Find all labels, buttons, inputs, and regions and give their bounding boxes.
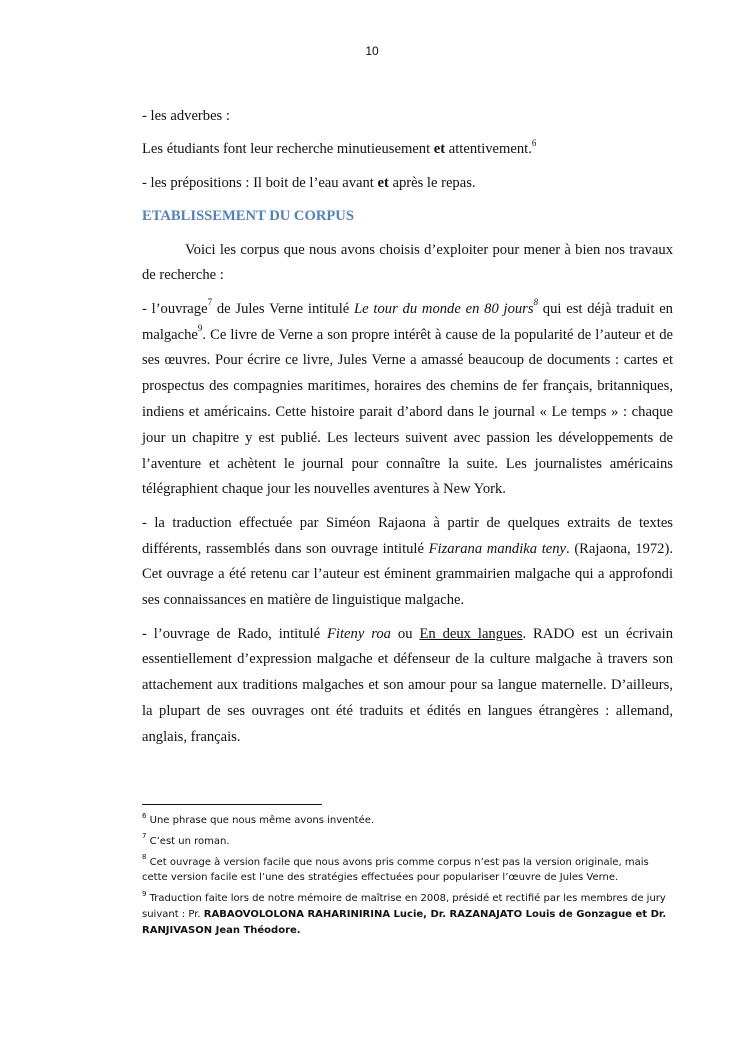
text-span: après le repas.: [388, 174, 476, 191]
footnote-text: C’est un roman.: [146, 835, 230, 847]
book-title: Fiteny roa: [327, 625, 391, 642]
footnote-ref-6[interactable]: 6: [531, 137, 537, 148]
paragraph-rado: [142, 622, 673, 751]
underlined-title: En deux langues: [419, 625, 523, 642]
footnote-separator: [142, 804, 322, 805]
text-span: de Jules Verne intitulé: [212, 300, 355, 317]
footnote-8: [142, 855, 673, 887]
text-span: - les prépositions : Il boit de l’eau avant: [142, 174, 378, 191]
text-span: - l’ouvrage: [142, 300, 208, 317]
page-number: 10: [365, 44, 379, 58]
text-span: . Ce livre de Verne a son propre intérêt à cause de la popularité de l’auteur et de ses œuvres. Pour écrire ce livre, Jules Verne a amassé beaucoup de documents : cartes et prospectus des compagnies maritimes, horaires des chemins de fer français, britanniques, indiens et américains. Cette histoire parait d’abord dans le journal « Le temps » : chaque jour un chapitre y est publié. Les lecteurs suivent avec passion les développements de l’aventure et achètent le journal pour connaître la suite. Les journalistes américains télégraphient chaque jour les nouvelles aventures à New York.: [142, 326, 673, 498]
jury-names: RABAOVOLOLONA RAHARINIRINA Lucie, Dr. RAZANAJATO Louis de Gonzague et Dr. RANJIVASON Jean Théodore.: [142, 908, 667, 936]
book-title: Fizarana mandika teny: [428, 540, 567, 557]
paragraph-corpus-intro: Voici les corpus que nous avons choisis d’exploiter pour mener à bien nos travaux de recherche :: [142, 241, 673, 284]
text-span: attentivement.: [445, 141, 532, 158]
footnote-6: [142, 813, 673, 829]
paragraph-jules-verne: [142, 297, 673, 503]
paragraph-adverbes: - les adverbes :: [142, 108, 230, 124]
footnote-number: 8: [142, 853, 147, 862]
footnote-text: Cet ouvrage à version facile que nous avons pris comme corpus n’est pas la version originale, mais cette version facile est l’une des stratégies effectuées pour populariser l’œuvre de Jules Verne.: [142, 856, 649, 884]
paragraph-prepositions: [142, 171, 673, 197]
text-span: Les étudiants font leur recherche minutieusement: [142, 141, 434, 158]
section-heading: ETABLISSEMENT DU CORPUS: [142, 208, 354, 225]
paragraph-rajaona: [142, 511, 673, 614]
footnote-7: [142, 834, 673, 850]
body-text: [142, 104, 673, 758]
footnote-text: Une phrase que nous même avons inventée.: [146, 815, 375, 826]
text-span: qui est déjà traduit en malgache: [142, 300, 673, 343]
text-span: . RADO est un écrivain essentiellement d’expression malgache et défenseur de la culture malgache à travers son attachement aux traditions malgaches et son amour pour sa langue maternelle. D’ailleurs, la plupart de ses ouvrages ont été traduits et édités en langues étrangères : allemand, anglais, français.: [142, 625, 674, 745]
paragraph-adverb-example: [142, 137, 673, 163]
footnote-number: 6: [142, 811, 147, 820]
text-span: - l’ouvrage de Rado, intitulé: [142, 625, 328, 642]
text-span: ou: [390, 625, 420, 642]
footnote-ref-7[interactable]: 7: [207, 296, 213, 307]
text-span: - la traduction effectuée par Siméon Rajaona à partir de quelques extraits de textes différents, rassemblés dans son ouvrage intitulé: [142, 514, 673, 557]
footnotes: [142, 813, 673, 944]
footnote-9: [142, 891, 673, 938]
footnote-number: 7: [142, 832, 147, 841]
book-title: Le tour du monde en 80 jours: [354, 300, 534, 317]
bold-conjunction: et: [433, 141, 446, 158]
footnote-text: Traduction faite lors de notre mémoire de maîtrise en 2008, présidé et rectifié par les membres de jury suivant : Pr.: [142, 893, 666, 920]
footnote-ref-9[interactable]: 9: [197, 322, 203, 333]
text-span: . (Rajaona, 1972). Cet ouvrage a été retenu car l’auteur est éminent grammairien malgache qui a approfondi ses connaissances en matière de linguistique malgache.: [142, 540, 673, 609]
bold-conjunction: et: [377, 174, 389, 191]
footnote-number: 9: [142, 889, 147, 898]
footnote-ref-8[interactable]: 8: [533, 296, 539, 307]
